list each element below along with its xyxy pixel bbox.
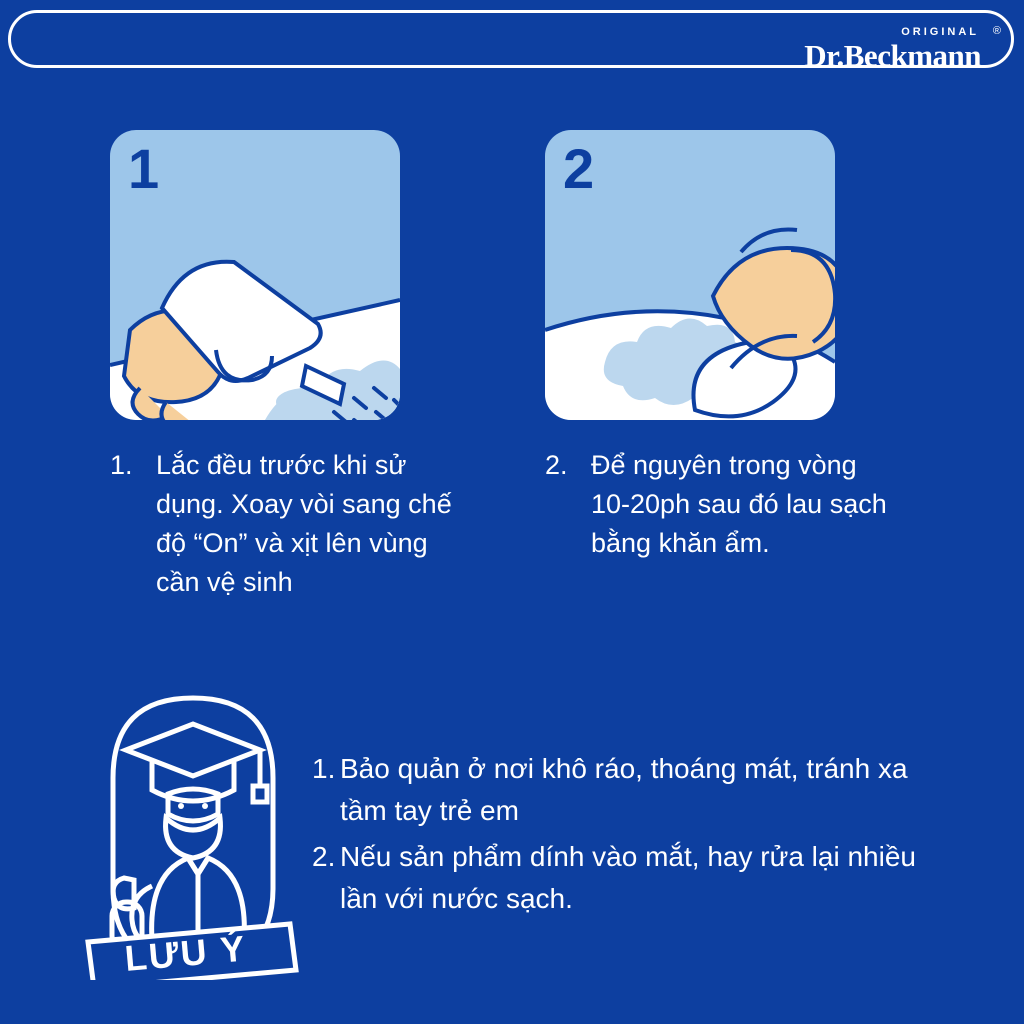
note-item-marker: 1. — [312, 753, 336, 784]
step-2-marker: 2. — [545, 450, 568, 480]
professor-icon — [78, 690, 308, 980]
header-bar — [8, 10, 1014, 73]
step-2-description: Để nguyên trong vòng 10-20ph sau đó lau sạch bằng khăn ẩm. — [591, 450, 887, 559]
brand-logo — [804, 27, 981, 71]
steps-section — [0, 130, 1024, 660]
brand-name: Dr.Beckmann — [804, 38, 981, 73]
step-1 — [110, 130, 510, 603]
note-item-text: Nếu sản phẩm dính vào mắt, hay rửa lại nhiều lần với nước sạch. — [340, 841, 916, 914]
brand-tagline: ORIGINAL — [901, 26, 979, 38]
note-section — [0, 690, 1024, 1000]
step-1-number: 1 — [128, 137, 160, 200]
step-1-text-block — [110, 446, 510, 603]
note-badge — [78, 690, 308, 980]
step-1-marker: 1. — [110, 450, 133, 480]
step-2 — [545, 130, 945, 563]
registered-mark-icon: ® — [992, 25, 1001, 37]
note-item-text: Bảo quản ở nơi khô ráo, thoáng mát, tránh xa tầm tay trẻ em — [340, 753, 908, 826]
note-badge-label: LƯU Ý — [123, 927, 249, 979]
note-item — [312, 836, 952, 920]
note-list — [312, 748, 952, 924]
step-1-description: Lắc đều trước khi sử dụng. Xoay vòi sang chế độ “On” và xịt lên vùng cần vệ sinh — [156, 450, 452, 598]
step-2-text-block — [545, 446, 945, 563]
step-2-number: 2 — [563, 137, 595, 200]
note-item — [312, 748, 952, 832]
note-item-marker: 2. — [312, 841, 336, 872]
step-2-illustration — [545, 130, 835, 420]
step-1-illustration — [110, 130, 400, 420]
